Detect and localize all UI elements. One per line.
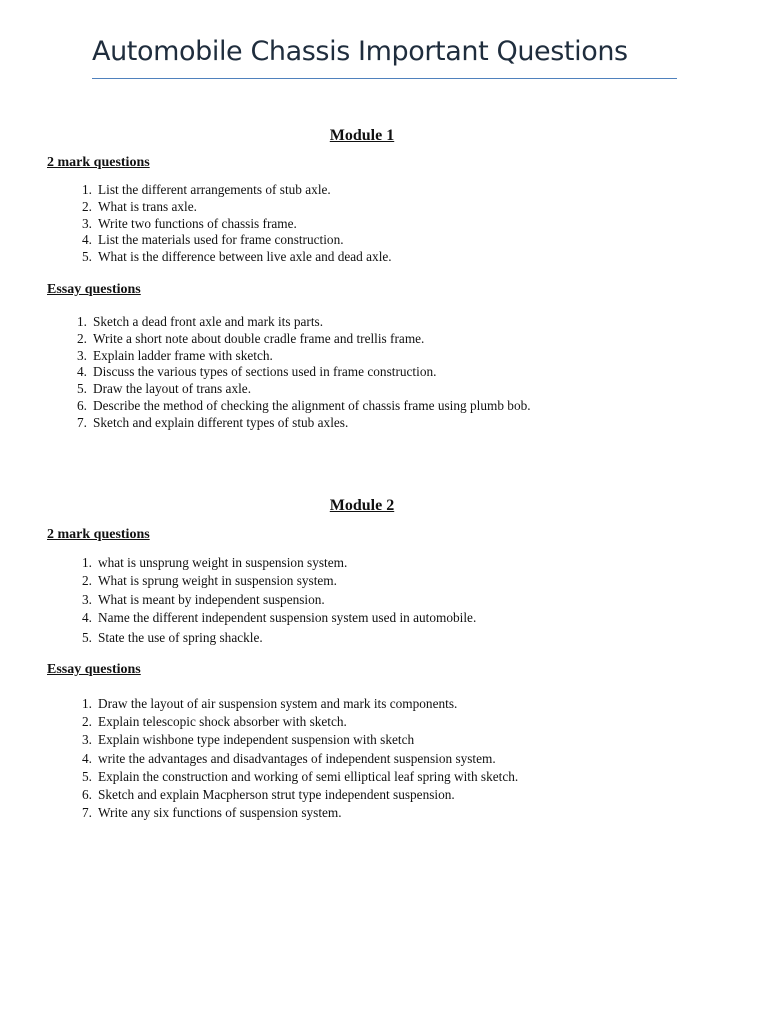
module-2 (47, 496, 677, 822)
two-mark-heading: 2 mark questions (47, 527, 150, 542)
list-item: 3. What is meant by independent suspension. (82, 591, 325, 607)
document-title: Automobile Chassis Important Questions (92, 36, 628, 67)
essay-list (47, 695, 677, 822)
list-item: 4. write the advantages and disadvantages of independent suspension system. (82, 750, 496, 766)
list-item: 2. Write a short note about double cradle frame and trellis frame. (77, 330, 425, 346)
list-item: 3. Explain wishbone type independent suspension with sketch (82, 732, 415, 748)
list-item: 2. What is sprung weight in suspension system. (82, 573, 337, 589)
list-item: 5. Explain the construction and working of semi elliptical leaf spring with sketch. (82, 768, 519, 784)
essay-list (47, 314, 677, 432)
list-item: 3. Write two functions of chassis frame. (82, 215, 297, 231)
essay-heading: Essay questions (47, 662, 141, 678)
essay-heading: Essay questions (47, 281, 141, 297)
list-item: 2. What is trans axle. (82, 198, 197, 214)
list-item: 1. Draw the layout of air suspension system and mark its components. (82, 696, 458, 712)
list-item: 3. Explain ladder frame with sketch. (77, 347, 273, 363)
list-item: 6. Describe the method of checking the alignment of chassis frame using plumb bob. (77, 397, 531, 413)
list-item: 2. Explain telescopic shock absorber with sketch. (82, 714, 347, 730)
list-item: 5. What is the difference between live axle and dead axle. (82, 249, 392, 265)
two-mark-heading: 2 mark questions (47, 155, 150, 170)
list-item: 5. State the use of spring shackle. (82, 629, 263, 645)
two-mark-list (47, 182, 677, 266)
list-item: 1. Sketch a dead front axle and mark its parts. (77, 313, 324, 329)
list-item: 1. what is unsprung weight in suspension system. (82, 555, 348, 570)
list-item: 6. Sketch and explain Macpherson strut type independent suspension. (82, 787, 455, 803)
module-heading: Module 1 (329, 127, 395, 144)
module-heading: Module 2 (329, 497, 395, 514)
list-item: 7. Sketch and explain different types of stub axles. (77, 414, 349, 430)
two-mark-list (47, 554, 677, 647)
title-underline (92, 78, 677, 79)
list-item: 4. Discuss the various types of sections used in frame construction. (77, 364, 437, 380)
module-1 (47, 126, 677, 432)
list-item: 1. List the different arrangements of stub axle. (82, 182, 331, 197)
list-item: 4. Name the different independent suspension system used in automobile. (82, 610, 477, 626)
list-item: 4. List the materials used for frame construction. (82, 232, 344, 248)
list-item: 5. Draw the layout of trans axle. (77, 381, 252, 397)
list-item: 7. Write any six functions of suspension system. (82, 805, 342, 821)
